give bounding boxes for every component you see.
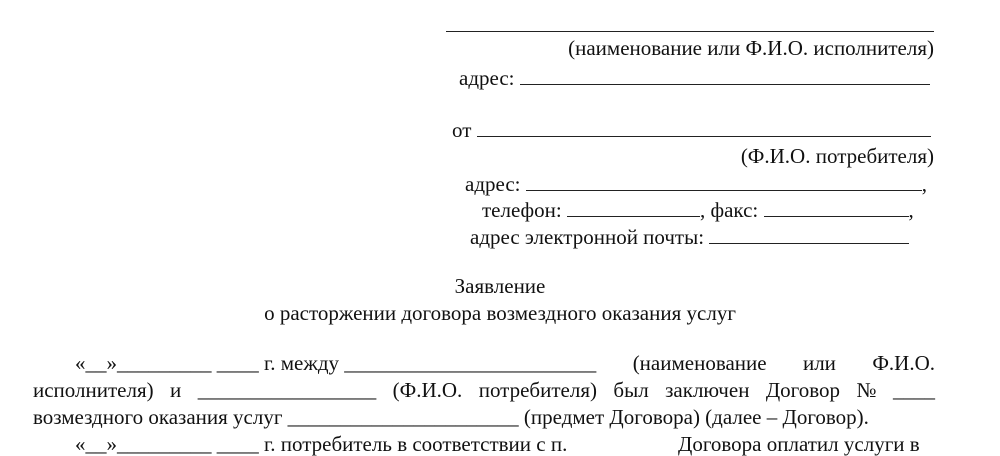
consumer-name-field[interactable] — [477, 119, 931, 137]
from-row — [452, 118, 931, 142]
phone-label: телефон: — [482, 198, 562, 222]
address2-label: адрес: — [465, 172, 521, 196]
document-title: Заявление — [454, 274, 546, 298]
executor-caption: (наименование или Ф.И.О. исполнителя) — [568, 36, 934, 60]
body-line-4b: Договора оплатил услуги в — [678, 432, 920, 456]
body-l2-w0: исполнителя) — [33, 378, 154, 402]
consumer-address-field[interactable] — [526, 173, 922, 191]
phone-fax-row — [482, 198, 914, 222]
body-l1-w3: Ф.И.О. — [872, 351, 935, 375]
email-row — [470, 225, 909, 249]
body-l2-w9: ____ — [892, 378, 935, 402]
consumer-address-row — [465, 172, 927, 196]
executor-address-row — [459, 66, 930, 90]
comma: , — [921, 172, 928, 196]
body-l2-w7: Договор — [765, 378, 841, 402]
body-l1-w0: «__»_________ ____ г. между ________________________ — [75, 351, 597, 375]
fax-field[interactable] — [764, 199, 909, 217]
body-line-1 — [75, 351, 935, 375]
executor-address-field[interactable] — [520, 67, 930, 85]
email-field[interactable] — [709, 226, 909, 244]
phone-field[interactable] — [567, 199, 700, 217]
body-l1-w2: или — [802, 351, 836, 375]
email-label: адрес электронной почты: — [470, 225, 705, 249]
body-l2-w3: (Ф.И.О. — [392, 378, 463, 402]
address-label: адрес: — [459, 66, 515, 90]
body-l2-w4: потребителя) — [478, 378, 597, 402]
body-l2-w1: и — [170, 378, 182, 402]
document-subtitle: о расторжении договора возмездного оказания услуг — [264, 301, 736, 325]
from-label: от — [452, 118, 472, 142]
body-l1-w1: (наименование — [632, 351, 767, 375]
body-l2-w6: заключен — [665, 378, 750, 402]
body-l2-w2: _________________ — [197, 378, 377, 402]
comma: , — [908, 198, 914, 222]
body-line-2 — [33, 378, 935, 402]
body-line-3: возмездного оказания услуг ______________________ (предмет Договора) (далее – Договор). — [33, 405, 869, 429]
body-l2-w5: был — [613, 378, 649, 402]
consumer-caption: (Ф.И.О. потребителя) — [740, 144, 934, 168]
body-line-4a: «__»_________ ____ г. потребитель в соответствии с п. — [75, 432, 568, 456]
executor-name-line[interactable] — [446, 31, 934, 32]
fax-label: , факс: — [699, 198, 759, 222]
body-l2-w8: № — [856, 378, 877, 402]
